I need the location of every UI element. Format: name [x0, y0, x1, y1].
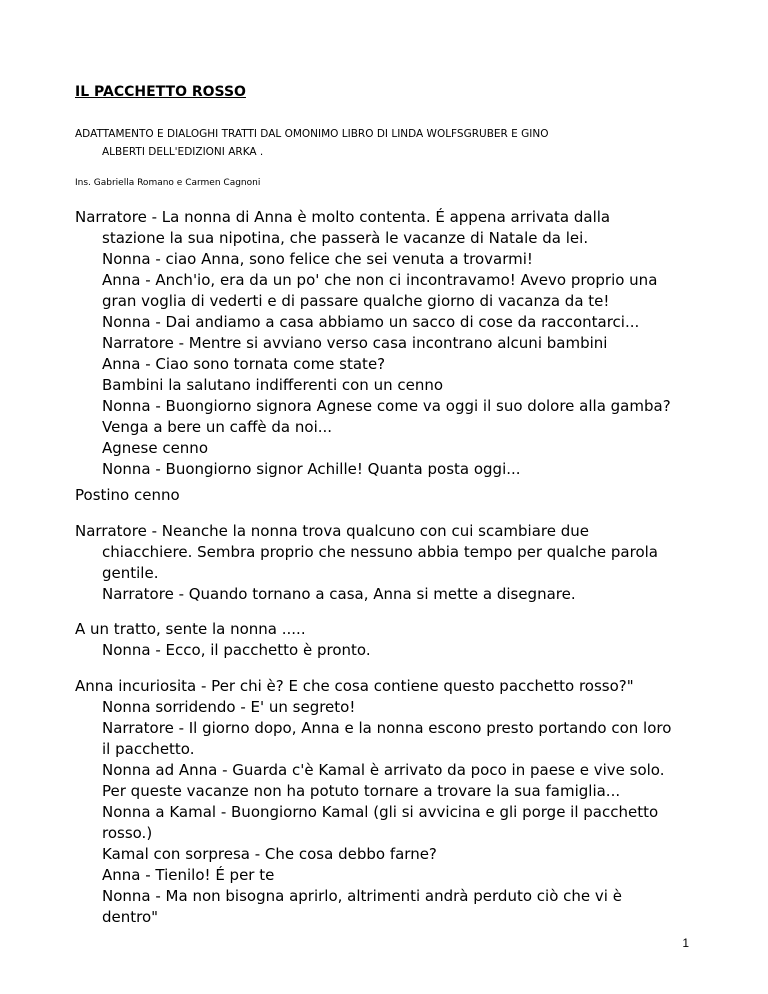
text-line: Postino cenno: [75, 486, 180, 504]
text-line: Narratore - Quando tornano a casa, Anna si mette a disegnare.: [102, 585, 576, 603]
text-line: Agnese cenno: [102, 439, 208, 457]
paragraph-3: [75, 521, 715, 605]
text-line: Anna incuriosita - Per chi è? E che cosa contiene questo pacchetto rosso?": [75, 677, 634, 695]
text-line: Nonna sorridendo - E' un segreto!: [102, 698, 356, 716]
page-number: 1: [682, 936, 689, 950]
subtitle-line: ADATTAMENTO E DIALOGHI TRATTI DAL OMONIMO LIBRO DI LINDA WOLFSGRUBER E GINO: [75, 128, 549, 140]
text-line: A un tratto, sente la nonna .....: [75, 620, 306, 638]
text-line: Nonna - Ma non bisogna aprirlo, altrimenti andrà perduto ciò che vi è: [102, 887, 622, 905]
text-line: Kamal con sorpresa - Che cosa debbo farne?: [102, 845, 437, 863]
document-authors: Ins. Gabriella Romano e Carmen Cagnoni: [75, 178, 261, 188]
text-line: stazione la sua nipotina, che passerà le vacanze di Natale da lei.: [102, 229, 589, 247]
paragraph-4: [75, 619, 715, 661]
text-line: Narratore - Mentre si avviano verso casa incontrano alcuni bambini: [102, 334, 608, 352]
text-line: Nonna - Ecco, il pacchetto è pronto.: [102, 641, 371, 659]
text-line: Nonna ad Anna - Guarda c'è Kamal è arrivato da poco in paese e vive solo.: [102, 761, 665, 779]
paragraph-2: [75, 485, 715, 506]
paragraph-5: [75, 676, 715, 928]
text-line: Narratore - Neanche la nonna trova qualcuno con cui scambiare due: [75, 522, 589, 540]
text-line: Nonna - Buongiorno signora Agnese come va oggi il suo dolore alla gamba?: [102, 397, 671, 415]
text-line: Anna - Anch'io, era da un po' che non ci incontravamo! Avevo proprio una: [102, 271, 658, 289]
text-line: Anna - Tienilo! É per te: [102, 866, 275, 884]
text-line: chiacchiere. Sembra proprio che nessuno abbia tempo per qualche parola: [102, 543, 658, 561]
text-line: Anna - Ciao sono tornata come state?: [102, 355, 386, 373]
text-line: Bambini la salutano indifferenti con un cenno: [102, 376, 444, 394]
text-line: Nonna - ciao Anna, sono felice che sei venuta a trovarmi!: [102, 250, 533, 268]
text-line: dentro": [102, 908, 159, 926]
text-line: Nonna - Dai andiamo a casa abbiamo un sacco di cose da raccontarci...: [102, 313, 640, 331]
text-line: gentile.: [102, 564, 159, 582]
subtitle-line: ALBERTI DELL'EDIZIONI ARKA .: [102, 146, 264, 158]
text-line: il pacchetto.: [102, 740, 195, 758]
paragraph-1: [75, 207, 715, 480]
text-line: rosso.): [102, 824, 153, 842]
text-line: Venga a bere un caffè da noi...: [102, 418, 333, 436]
text-line: Per queste vacanze non ha potuto tornare a trovare la sua famiglia...: [102, 782, 621, 800]
text-line: gran voglia di vederti e di passare qualche giorno di vacanza da te!: [102, 292, 610, 310]
text-line: Nonna a Kamal - Buongiorno Kamal (gli si avvicina e gli porge il pacchetto: [102, 803, 659, 821]
document-subtitle: [75, 125, 675, 161]
text-line: Narratore - La nonna di Anna è molto contenta. É appena arrivata dalla: [75, 208, 611, 226]
text-line: Nonna - Buongiorno signor Achille! Quanta posta oggi...: [102, 460, 521, 478]
text-line: Narratore - Il giorno dopo, Anna e la nonna escono presto portando con loro: [102, 719, 672, 737]
document-title: IL PACCHETTO ROSSO: [75, 84, 246, 100]
